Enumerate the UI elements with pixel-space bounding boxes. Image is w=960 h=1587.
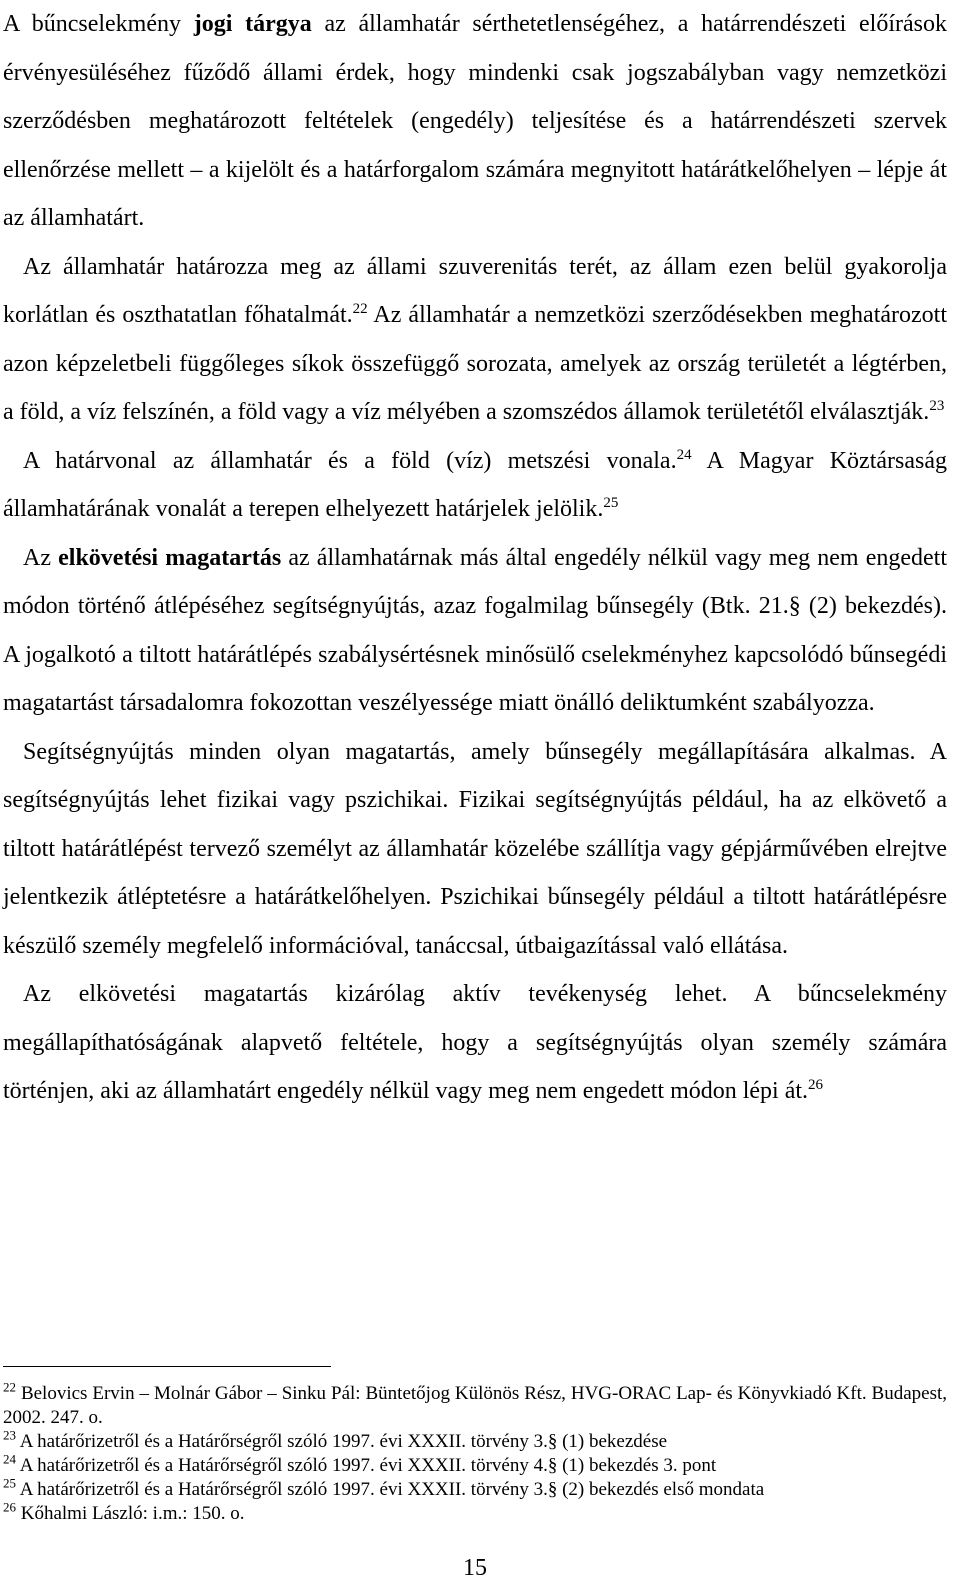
paragraph-jogi-targy: A bűncselekmény jogi tárgya az államhatár sérthetetlenségéhez, a határrendészeti előírások érvényesüléséhez fűződő állami érdek, hogy mindenki csak jogszabályban vagy nemzetközi szerződésben meghatározott feltételek (engedély) teljesítése és a határrendészeti szervek ellenőrzése mellett – a kijelölt és a határforgalom számára megnyitott határátkelőhelyen – lépje át az államhatárt.	[3, 11, 947, 231]
term-elkovetesi-magatartas: elkövetési magatartás	[58, 544, 282, 571]
footnote-ref-25[interactable]: 25	[603, 495, 619, 511]
footnote-24: $^{24}$ A határőrizetről és a Határőrségről szóló 1997. évi XXXII. törvény 4.§ (1) bekezdés 3. pont	[3, 1451, 717, 1476]
footnotes	[3, 1379, 947, 1526]
footnote-ref-24[interactable]: 24	[676, 446, 692, 463]
term-jogi-targya: jogi tárgya	[193, 11, 312, 37]
paragraph-segitsegnyujtas: Segítségnyújtás minden olyan magatartás, amely bűnsegély megállapítására alkalmas. A segítségnyújtás lehet fizikai vagy pszichikai. Fizikai segítségnyújtás például, ha az elkövető a tiltott határátlépést tervező személyt az államhatár közelébe szállítja vagy gépjárművében elrejtve jelentkezik átléptetésre a határátkelőhelyen. Pszichikai bűnsegély például a tiltott határátlépésre készülő személy megfelelő információval, tanáccsal, útbaigazítással való ellátása.	[3, 738, 947, 959]
footnote-ref-23[interactable]: 23	[929, 398, 945, 414]
footnote-22: $^{22}$ Belovics Ervin – Molnár Gábor – Sinku Pál: Büntetőjog Különös Rész, HVG-ORAC Lap- és Könyvkiadó Kft. Budapest, 2002. 247. o.	[3, 1379, 947, 1428]
footnote-ref-26[interactable]: 26	[808, 1077, 824, 1093]
footnote-ref-22[interactable]: 22	[352, 301, 368, 317]
paragraph-allamhatar: Az államhatár határozza meg az állami szuverenitás terét, az állam ezen belül gyakorolja korlátlan és oszthatatlan főhatalmát.$^{22}$ Az államhatár a nemzetközi szerződésekben meghatározott azon képzeletbeli függőleges síkok összefüggő sorozata, amelyek az ország területét a légtérben, a föld, a víz felszínén, a föld vagy a víz mélyében a szomszédos államok területétől elválasztják.$^{23}$	[3, 253, 947, 425]
page-number: 15	[463, 1555, 487, 1581]
footnote-23: $^{23}$ A határőrizetről és a Határőrségről szóló 1997. évi XXXII. törvény 3.§ (1) bekezdése	[3, 1427, 668, 1452]
paragraph-hatarvonal: A határvonal az államhatár és a föld (víz) metszési vonala.$^{24}$ A Magyar Köztársaság államhatárának vonalát a terepen elhelyezett határjelek jelölik.$^{25}$	[3, 446, 948, 522]
paragraph-elkovetesi-magatartas: Az elkövetési magatartás az államhatárnak más által engedély nélkül vagy meg nem engedett módon történő átlépéséhez segítségnyújtás, azaz fogalmilag bűnsegély (Btk. 21.§ (2) bekezdés). A jogalkotó a tiltott határátlépés szabálysértésnek minősülő cselekményhez kapcsolódó bűnsegédi magatartást társadalomra fokozottan veszélyessége miatt önálló deliktumként szabályozza.	[3, 544, 947, 716]
footnote-26: $^{26}$ Kőhalmi László: i.m.: 150. o.	[3, 1499, 245, 1524]
footnote-divider	[3, 1366, 331, 1367]
body-text	[3, 0, 947, 1116]
paragraph-aktiv-tevekenyseg: Az elkövetési magatartás kizárólag aktív tevékenység lehet. A bűncselekmény megállapíthatóságának alapvető feltétele, hogy a segítségnyújtás olyan személy számára történjen, aki az államhatárt engedély nélkül vagy meg nem engedett módon lépi át.$^{26}$	[3, 981, 947, 1104]
footnote-25: $^{25}$ A határőrizetről és a Határőrségről szóló 1997. évi XXXII. törvény 3.§ (2) bekezdés első mondata	[3, 1475, 765, 1500]
